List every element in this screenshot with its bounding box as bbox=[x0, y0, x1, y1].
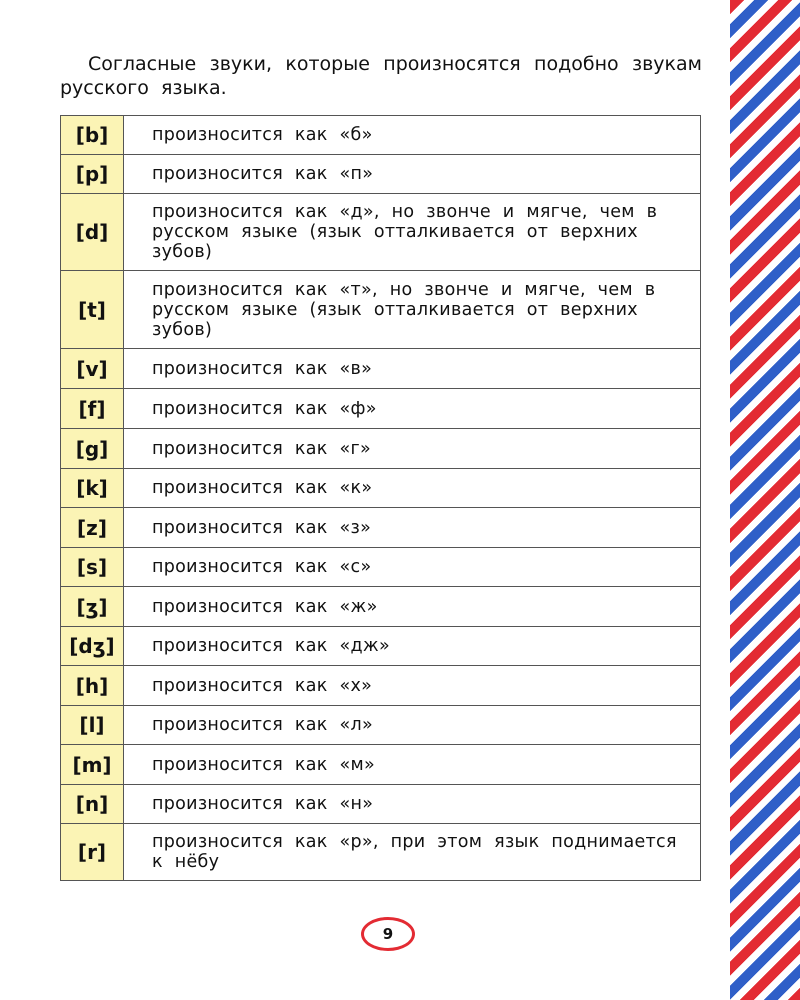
table-row bbox=[61, 469, 701, 508]
decorative-stripe-border bbox=[730, 0, 800, 1000]
sound-description: произносится как «м» bbox=[124, 745, 701, 785]
sound-symbol: [l] bbox=[61, 706, 124, 745]
sound-description: произносится как «д», но звонче и мягче, чем в русском языке (язык отталкивается от верхних зубов) bbox=[124, 194, 701, 271]
sound-symbol: [r] bbox=[61, 824, 124, 881]
table-row bbox=[61, 824, 701, 881]
table-row bbox=[61, 627, 701, 666]
sound-symbol: [p] bbox=[61, 155, 124, 194]
sound-symbol: [h] bbox=[61, 666, 124, 706]
table-row bbox=[61, 666, 701, 706]
sound-symbol: [n] bbox=[61, 785, 124, 824]
table-row bbox=[61, 349, 701, 389]
sound-description: произносится как «п» bbox=[124, 155, 701, 194]
consonant-table bbox=[60, 115, 701, 881]
table-row bbox=[61, 587, 701, 627]
table-row bbox=[61, 155, 701, 194]
sound-description: произносится как «дж» bbox=[124, 627, 701, 666]
table-row bbox=[61, 271, 701, 349]
sound-description: произносится как «г» bbox=[124, 429, 701, 469]
sound-description: произносится как «в» bbox=[124, 349, 701, 389]
sound-symbol: [d] bbox=[61, 194, 124, 271]
sound-description: произносится как «к» bbox=[124, 469, 701, 508]
sound-symbol: [t] bbox=[61, 271, 124, 349]
sound-description: произносится как «ф» bbox=[124, 389, 701, 429]
table-row bbox=[61, 116, 701, 155]
table-row bbox=[61, 389, 701, 429]
sound-description: произносится как «з» bbox=[124, 508, 701, 548]
sound-description: произносится как «н» bbox=[124, 785, 701, 824]
sound-symbol: [z] bbox=[61, 508, 124, 548]
table-row bbox=[61, 194, 701, 271]
sound-symbol: [f] bbox=[61, 389, 124, 429]
sound-description: произносится как «с» bbox=[124, 548, 701, 587]
sound-symbol: [b] bbox=[61, 116, 124, 155]
sound-description: произносится как «б» bbox=[124, 116, 701, 155]
sound-symbol: [s] bbox=[61, 548, 124, 587]
page-number: 9 bbox=[361, 917, 415, 951]
sound-description: произносится как «р», при этом язык поднимается к нёбу bbox=[124, 824, 701, 881]
sound-symbol: [m] bbox=[61, 745, 124, 785]
table-row bbox=[61, 548, 701, 587]
table-row bbox=[61, 429, 701, 469]
sound-symbol: [k] bbox=[61, 469, 124, 508]
sound-description: произносится как «т», но звонче и мягче, чем в русском языке (язык отталкивается от верхних зубов) bbox=[124, 271, 701, 349]
sound-description: произносится как «ж» bbox=[124, 587, 701, 627]
sound-symbol: [v] bbox=[61, 349, 124, 389]
table-row bbox=[61, 745, 701, 785]
intro-paragraph: Согласные звуки, которые произносятся подобно звукам русского языка. bbox=[60, 53, 702, 99]
sound-description: произносится как «х» bbox=[124, 666, 701, 706]
sound-symbol: [dʒ] bbox=[61, 627, 124, 666]
table-row bbox=[61, 785, 701, 824]
table-row bbox=[61, 508, 701, 548]
sound-symbol: [ʒ] bbox=[61, 587, 124, 627]
sound-symbol: [g] bbox=[61, 429, 124, 469]
table-row bbox=[61, 706, 701, 745]
sound-description: произносится как «л» bbox=[124, 706, 701, 745]
